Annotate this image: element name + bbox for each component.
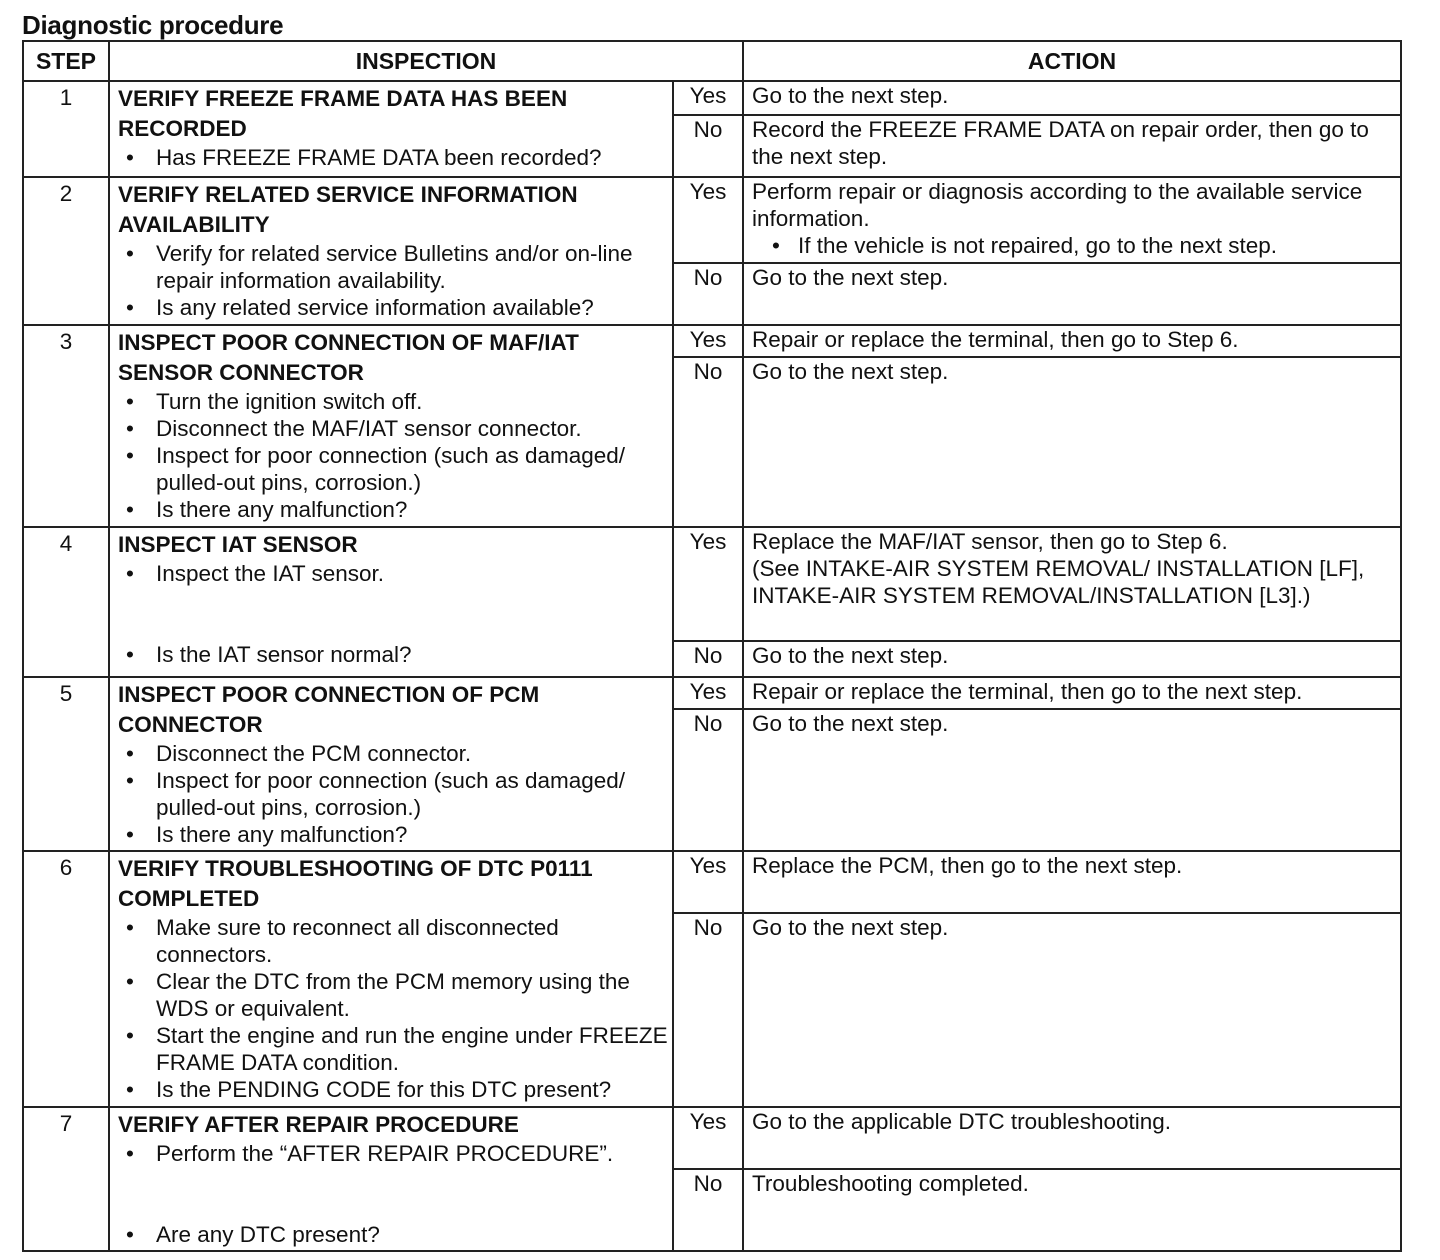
no-label: No: [673, 1169, 743, 1251]
step-number: 3: [23, 325, 109, 527]
no-action: Record the FREEZE FRAME DATA on repair order, then go to the next step.: [743, 115, 1401, 177]
table-row: [23, 81, 1401, 115]
step-number: 1: [23, 81, 109, 177]
yes-action-list: [752, 232, 1394, 259]
inspection-item: • Inspect the IAT sensor.: [156, 560, 668, 587]
no-label: No: [673, 263, 743, 325]
no-action: Go to the next step.: [743, 357, 1401, 527]
table-row: [23, 851, 1401, 913]
inspection-item: • Is there any malfunction?: [156, 496, 668, 523]
inspection-list: [118, 740, 668, 848]
inspection-item: • Inspect for poor connection (such as damaged/ pulled-out pins, corrosion.): [156, 767, 668, 821]
inspection-cell: [109, 851, 673, 1107]
inspection-item: • Clear the DTC from the PCM memory using the WDS or equivalent.: [156, 968, 668, 1022]
no-action: Troubleshooting completed.: [743, 1169, 1401, 1251]
inspection-item: • Disconnect the PCM connector.: [156, 740, 668, 767]
inspection-list: [118, 240, 668, 321]
no-action: Go to the next step.: [743, 641, 1401, 677]
inspection-item: • Inspect for poor connection (such as damaged/ pulled-out pins, corrosion.): [156, 442, 668, 496]
step-number: 5: [23, 677, 109, 851]
yes-label: Yes: [673, 81, 743, 115]
yes-label: Yes: [673, 851, 743, 913]
yes-label: Yes: [673, 1107, 743, 1169]
table-row: [23, 677, 1401, 709]
no-label: No: [673, 709, 743, 851]
header-step: STEP: [23, 41, 109, 81]
inspection-title: INSPECT IAT SENSOR: [118, 532, 358, 557]
yes-action-cell: [743, 177, 1401, 263]
inspection-title: VERIFY FREEZE FRAME DATA HAS BEEN RECORDED: [118, 86, 568, 141]
inspection-item: • Make sure to reconnect all disconnected connectors.: [156, 914, 668, 968]
no-action: Go to the next step.: [743, 913, 1401, 1107]
page-title: Diagnostic procedure: [22, 10, 284, 40]
inspection-item: • Disconnect the MAF/IAT sensor connector.: [156, 415, 668, 442]
no-label: No: [673, 115, 743, 177]
yes-action: Perform repair or diagnosis according to the available service information.: [752, 179, 1363, 231]
step-number: 6: [23, 851, 109, 1107]
header-row: [23, 41, 1401, 81]
inspection-cell: [109, 81, 673, 177]
no-action: Go to the next step.: [743, 263, 1401, 325]
inspection-list: [118, 1140, 668, 1248]
inspection-cell: [109, 325, 673, 527]
yes-action: Go to the next step.: [743, 81, 1401, 115]
inspection-list: [118, 914, 668, 1103]
inspection-item: • Is the IAT sensor normal?: [156, 641, 668, 668]
inspection-title: VERIFY TROUBLESHOOTING OF DTC P0111 COMPLETED: [118, 856, 593, 911]
yes-label: Yes: [673, 677, 743, 709]
inspection-title: INSPECT POOR CONNECTION OF PCM CONNECTOR: [118, 682, 540, 737]
table-row: [23, 177, 1401, 263]
inspection-cell: [109, 677, 673, 851]
no-label: No: [673, 357, 743, 527]
yes-label: Yes: [673, 325, 743, 357]
step-number: 7: [23, 1107, 109, 1251]
inspection-item: • Is any related service information available?: [156, 294, 668, 321]
header-inspection: INSPECTION: [109, 41, 743, 81]
no-action: Go to the next step.: [743, 709, 1401, 851]
table-row: [23, 1107, 1401, 1169]
yes-action-bullet: • If the vehicle is not repaired, go to the next step.: [798, 232, 1394, 259]
inspection-item: • Turn the ignition switch off.: [156, 388, 668, 415]
inspection-list: [118, 560, 668, 668]
step-number: 2: [23, 177, 109, 325]
inspection-title: VERIFY RELATED SERVICE INFORMATION AVAILABILITY: [118, 182, 578, 237]
no-label: No: [673, 913, 743, 1107]
table-row: [23, 325, 1401, 357]
inspection-cell: [109, 527, 673, 677]
header-action: ACTION: [743, 41, 1401, 81]
diagnostic-table: [22, 40, 1402, 1252]
inspection-item: • Start the engine and run the engine under FREEZE FRAME DATA condition.: [156, 1022, 668, 1076]
yes-action: Repair or replace the terminal, then go to Step 6.: [743, 325, 1401, 357]
table-row: [23, 527, 1401, 641]
inspection-item: • Perform the “AFTER REPAIR PROCEDURE”.: [156, 1140, 668, 1167]
inspection-title: VERIFY AFTER REPAIR PROCEDURE: [118, 1112, 519, 1137]
yes-action: Replace the MAF/IAT sensor, then go to Step 6.: [752, 529, 1228, 554]
yes-action-note: (See INTAKE-AIR SYSTEM REMOVAL/ INSTALLATION [LF], INTAKE-AIR SYSTEM REMOVAL/INSTALLATION [L3].): [752, 556, 1365, 608]
step-number: 4: [23, 527, 109, 677]
yes-action: Go to the applicable DTC troubleshooting.: [743, 1107, 1401, 1169]
yes-label: Yes: [673, 177, 743, 263]
inspection-item: • Verify for related service Bulletins and/or on-line repair information availability.: [156, 240, 668, 294]
inspection-list: [118, 144, 668, 171]
yes-action-cell: [743, 527, 1401, 641]
inspection-list: [118, 388, 668, 523]
yes-label: Yes: [673, 527, 743, 641]
yes-action: Replace the PCM, then go to the next step.: [743, 851, 1401, 913]
inspection-cell: [109, 177, 673, 325]
inspection-title: INSPECT POOR CONNECTION OF MAF/IAT SENSOR CONNECTOR: [118, 330, 579, 385]
no-label: No: [673, 641, 743, 677]
inspection-item: • Is there any malfunction?: [156, 821, 668, 848]
inspection-item: • Are any DTC present?: [156, 1221, 668, 1248]
inspection-cell: [109, 1107, 673, 1251]
yes-action: Repair or replace the terminal, then go to the next step.: [743, 677, 1401, 709]
inspection-item: • Has FREEZE FRAME DATA been recorded?: [156, 144, 668, 171]
inspection-item: • Is the PENDING CODE for this DTC present?: [156, 1076, 668, 1103]
